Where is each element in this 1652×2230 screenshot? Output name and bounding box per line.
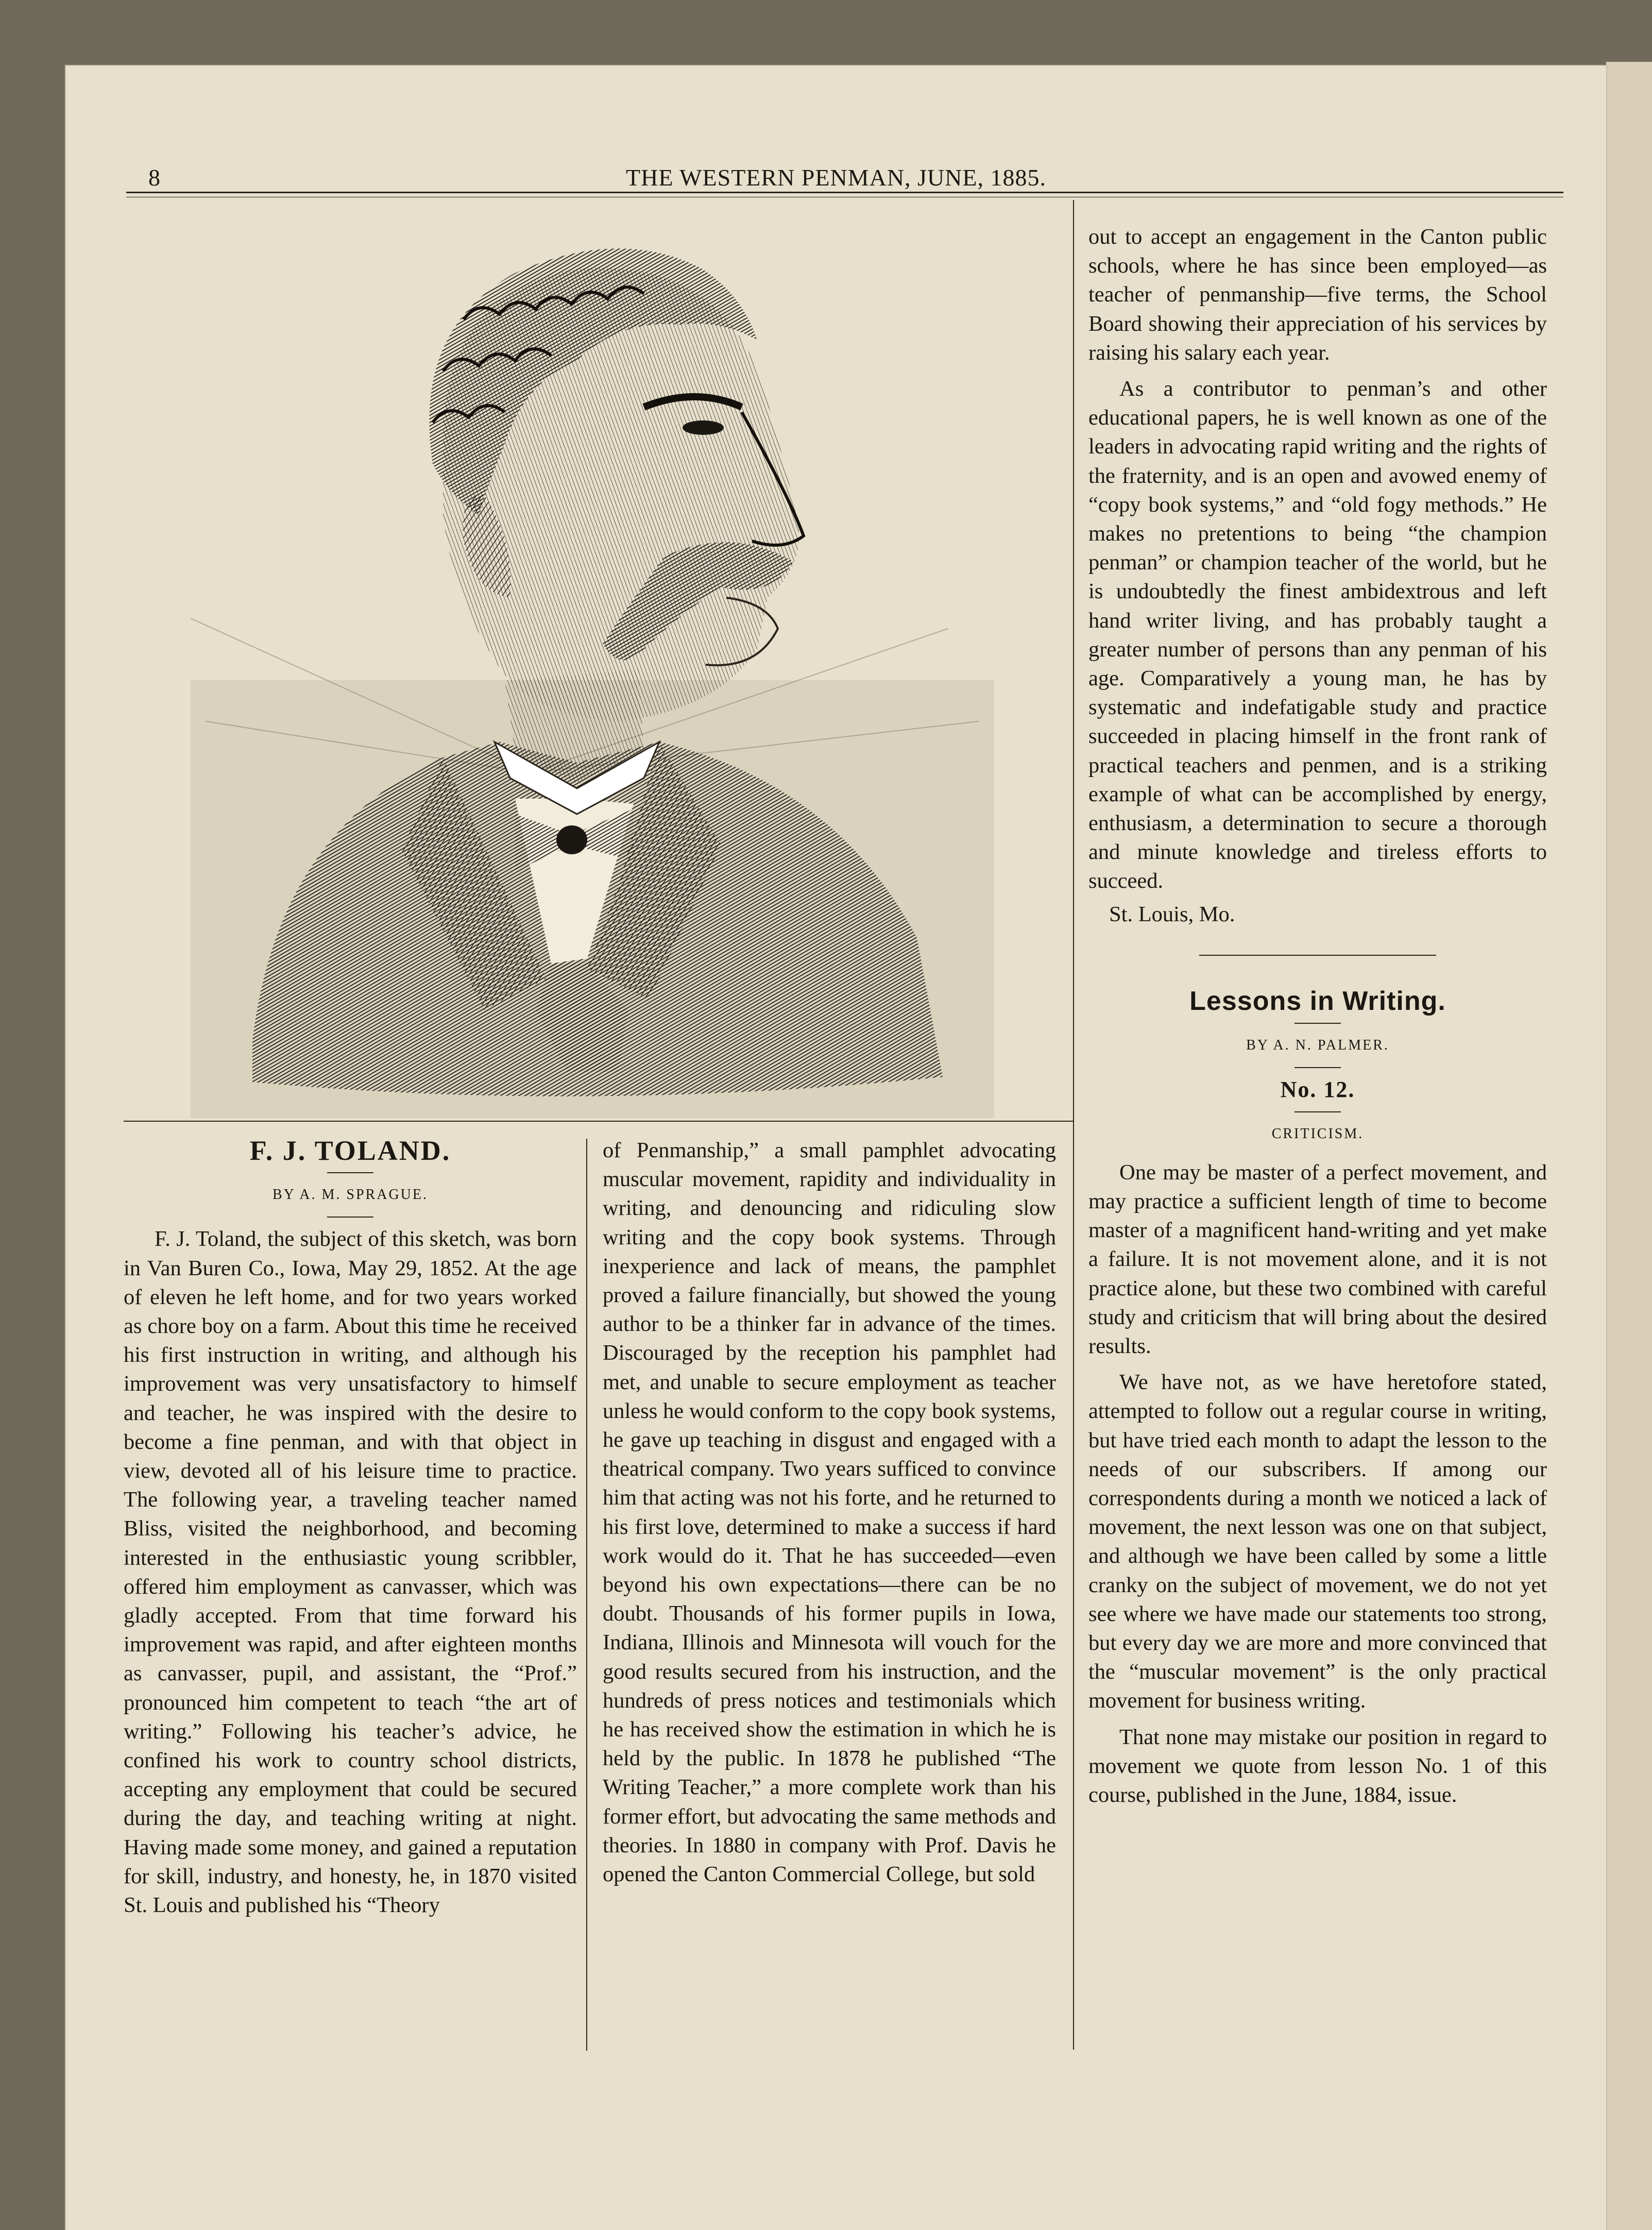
article-paragraph: of Penmanship,” a small pamphlet advocating muscular movement, rapidity and individuality in writing, and denouncing and ridiculing slow writing and the copy book systems. Through inexperience and lack of means, the pamphlet proved a failure financially, but showed the young author to be a thinker far in advance of the times. Discouraged by the reception his pamphlet had met, and unable to secure employment as teacher unless he would conform to the copy book systems, he gave up teaching in disgust and engaged with a theatrical company. Two years sufficed to convince him that acting was not his forte, and he returned to his first love, determined to make a success if hard work would do it. That he has succeeded—even beyond his own expectations—there can be no doubt. Thousands of his former pupils in Iowa, Indiana, Illinois and Minnesota will vouch for the good results secured from his instruction, and the hundreds of press notices and testimonials which he has received show the estimation in which he is held by the public. In 1878 he published “The Writing Teacher,” a more complete work than his former effort, but advocating the same methods and theories. In 1880 in company with Prof. Davis he opened the Canton Commercial College, but sold: [603, 1138, 1056, 1887]
article-title: F. J. TOLAND.: [249, 1135, 451, 1166]
article-paragraph: F. J. Toland, the subject of this sketch, was born in Van Buren Co., Iowa, May 29, 1852. At the age of eleven he left home, and for two years worked as chore boy on a farm. About this time he received his first instruction in writing, and although his improvement was very unsatisfactory to himself and teacher, he was inspired with the desire to become a fine penman, and with that object in view, devoted all of his leisure time to practice. The following year, a traveling teacher named Bliss, visited the neighborhood, and becoming interested in the enthusiastic young scribbler, offered him employment as canvasser, which was gladly accepted. From that time forward his improvement was rapid, and after eighteen months as canvasser, pupil, and assistant, the “Prof.” pronounced him competent to teach “the art of writing.” Following his teacher’s advice, he confined his work to country school districts, accepting any employment that could be secured during the day, and teaching writing at night. Having made some money, and gained a reputation for skill, industry, and honesty, he, in 1870 visited St. Louis and published his “Theory: [124, 1227, 577, 1918]
image-bottom-rule: [124, 1121, 1073, 1122]
article-signoff: St. Louis, Mo.: [1109, 902, 1235, 926]
masthead: THE WESTERN PENMAN, JUNE, 1885.: [626, 164, 1046, 191]
lesson-byline: BY A. N. PALMER.: [1246, 1037, 1389, 1054]
article-column-2: [603, 1136, 1056, 1889]
article-column-3: [1088, 223, 1547, 1810]
lesson-paragraph: That none may mistake our position in regard to movement we quote from lesson No. 1 of this course, published in the June, 1884, issue.: [1088, 1725, 1547, 1807]
lesson-title: Lessons in Writing.: [1189, 986, 1446, 1016]
portrait-engraving: [124, 206, 994, 1118]
article-paragraph: As a contributor to penman’s and other educational papers, he is well known as one of the leaders in advocating rapid writing and the rights of the fraternity, and is an open and avowed enemy of “copy book systems,” and “old fogy methods.” He makes no pretentions to being “the champion penman” or champion teacher of the world, but he is undoubtedly the finest ambidextrous and left hand writer living, and has probably taught a greater number of persons than any penman of his age. Comparatively a young man, he has by systematic and indefatigable study and practice succeeded in placing himself in the front rank of practical teachers and penmen, and is a striking example of what can be accomplished by energy, enthusiasm, a determination to secure a thorough and minute knowledge and tireless efforts to succeed.: [1088, 377, 1547, 893]
adjacent-page-edge: [1606, 62, 1652, 2230]
article-paragraph: out to accept an engagement in the Canton public schools, where he has since been employed—as teacher of penmanship—five terms, the School Board showing their appreciation of his services by raising his salary each year.: [1088, 225, 1547, 365]
page-number: 8: [148, 164, 160, 191]
portrait-illustration: [124, 206, 994, 1118]
article-byline: BY A. M. SPRAGUE.: [272, 1187, 428, 1203]
section-divider: [1199, 955, 1436, 956]
header-rule: [126, 192, 1563, 193]
lesson-byline-rule: [1295, 1067, 1341, 1068]
lesson-number: No. 12.: [1280, 1077, 1355, 1103]
lesson-number-rule: [1295, 1111, 1341, 1112]
column-divider-left: [586, 1139, 587, 2051]
lesson-paragraph: One may be master of a perfect movement, and may practice a sufficient length of time to become master of a magnificent hand-writing and yet make a failure. It is not movement alone, and it is not practice alone, but these two combined with careful study and criticism that will bring about the desired results.: [1088, 1160, 1547, 1358]
lesson-title-rule: [1295, 1023, 1341, 1024]
page-header: [66, 164, 1606, 200]
column-divider-right: [1073, 200, 1074, 2050]
lesson-subhead: CRITICISM.: [1271, 1126, 1364, 1142]
title-rule: [327, 1172, 373, 1173]
article-column-1: [124, 1136, 577, 1920]
byline-rule: [327, 1217, 373, 1218]
lesson-paragraph: We have not, as we have heretofore stated, attempted to follow out a regular course in writing, but have tried each month to adapt the lesson to the needs of our subscribers. If among our correspondents during a month we noticed a lack of movement, the next lesson was one on that subject, and although we have been called by some a little cranky on the subject of movement, we do not yet see where we have made our statements too strong, but every day we are more and more convinced that the “muscular movement” is the only practical movement for business writing.: [1088, 1370, 1547, 1713]
